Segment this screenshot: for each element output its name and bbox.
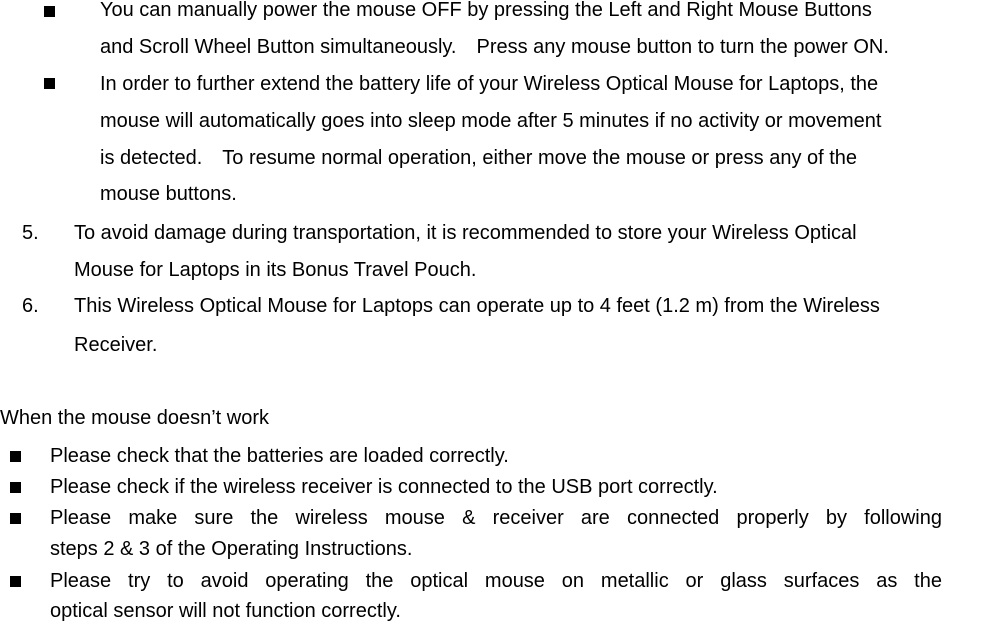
bullet-text-line: mouse buttons.	[100, 183, 237, 205]
troubleshooting-text-line: steps 2 & 3 of the Operating Instructions.	[50, 538, 413, 560]
numbered-text-line: Mouse for Laptops in its Bonus Travel Pouch.	[74, 259, 477, 281]
bullet-marker	[44, 78, 55, 89]
numbered-text-line: To avoid damage during transportation, it is recommended to store your Wireless Optical	[74, 222, 857, 244]
troubleshooting-text-line: optical sensor will not function correctly.	[50, 600, 401, 622]
bullet-text-line: is detected. To resume normal operation, either move the mouse or press any of the	[100, 147, 858, 169]
list-number: 6.	[22, 295, 39, 317]
troubleshooting-text-line: Please check that the batteries are loaded correctly.	[50, 445, 509, 467]
bullet-marker	[10, 576, 21, 587]
section-heading: When the mouse doesn’t work	[0, 407, 270, 429]
bullet-text-line: You can manually power the mouse OFF by pressing the Left and Right Mouse Buttons	[100, 0, 872, 21]
bullet-text-line: mouse will automatically goes into sleep mode after 5 minutes if no activity or movement	[100, 110, 882, 132]
troubleshooting-text-line: Please check if the wireless receiver is connected to the USB port correctly.	[50, 476, 718, 498]
numbered-text-line: This Wireless Optical Mouse for Laptops can operate up to 4 feet (1.2 m) from the Wireless	[74, 295, 880, 317]
bullet-marker	[10, 451, 21, 462]
bullet-marker	[10, 482, 21, 493]
troubleshooting-text-line: Please try to avoid operating the optical mouse on metallic or glass surfaces as the	[50, 570, 942, 592]
numbered-text-line: Receiver.	[74, 334, 158, 356]
bullet-text-line: and Scroll Wheel Button simultaneously. Press any mouse button to turn the power ON.	[100, 36, 889, 58]
bullet-marker	[10, 513, 21, 524]
troubleshooting-text-line: Please make sure the wireless mouse & receiver are connected properly by following	[50, 507, 942, 529]
bullet-text-line: In order to further extend the battery life of your Wireless Optical Mouse for Laptops, the	[100, 73, 879, 95]
bullet-marker	[44, 6, 55, 17]
list-number: 5.	[22, 222, 39, 244]
